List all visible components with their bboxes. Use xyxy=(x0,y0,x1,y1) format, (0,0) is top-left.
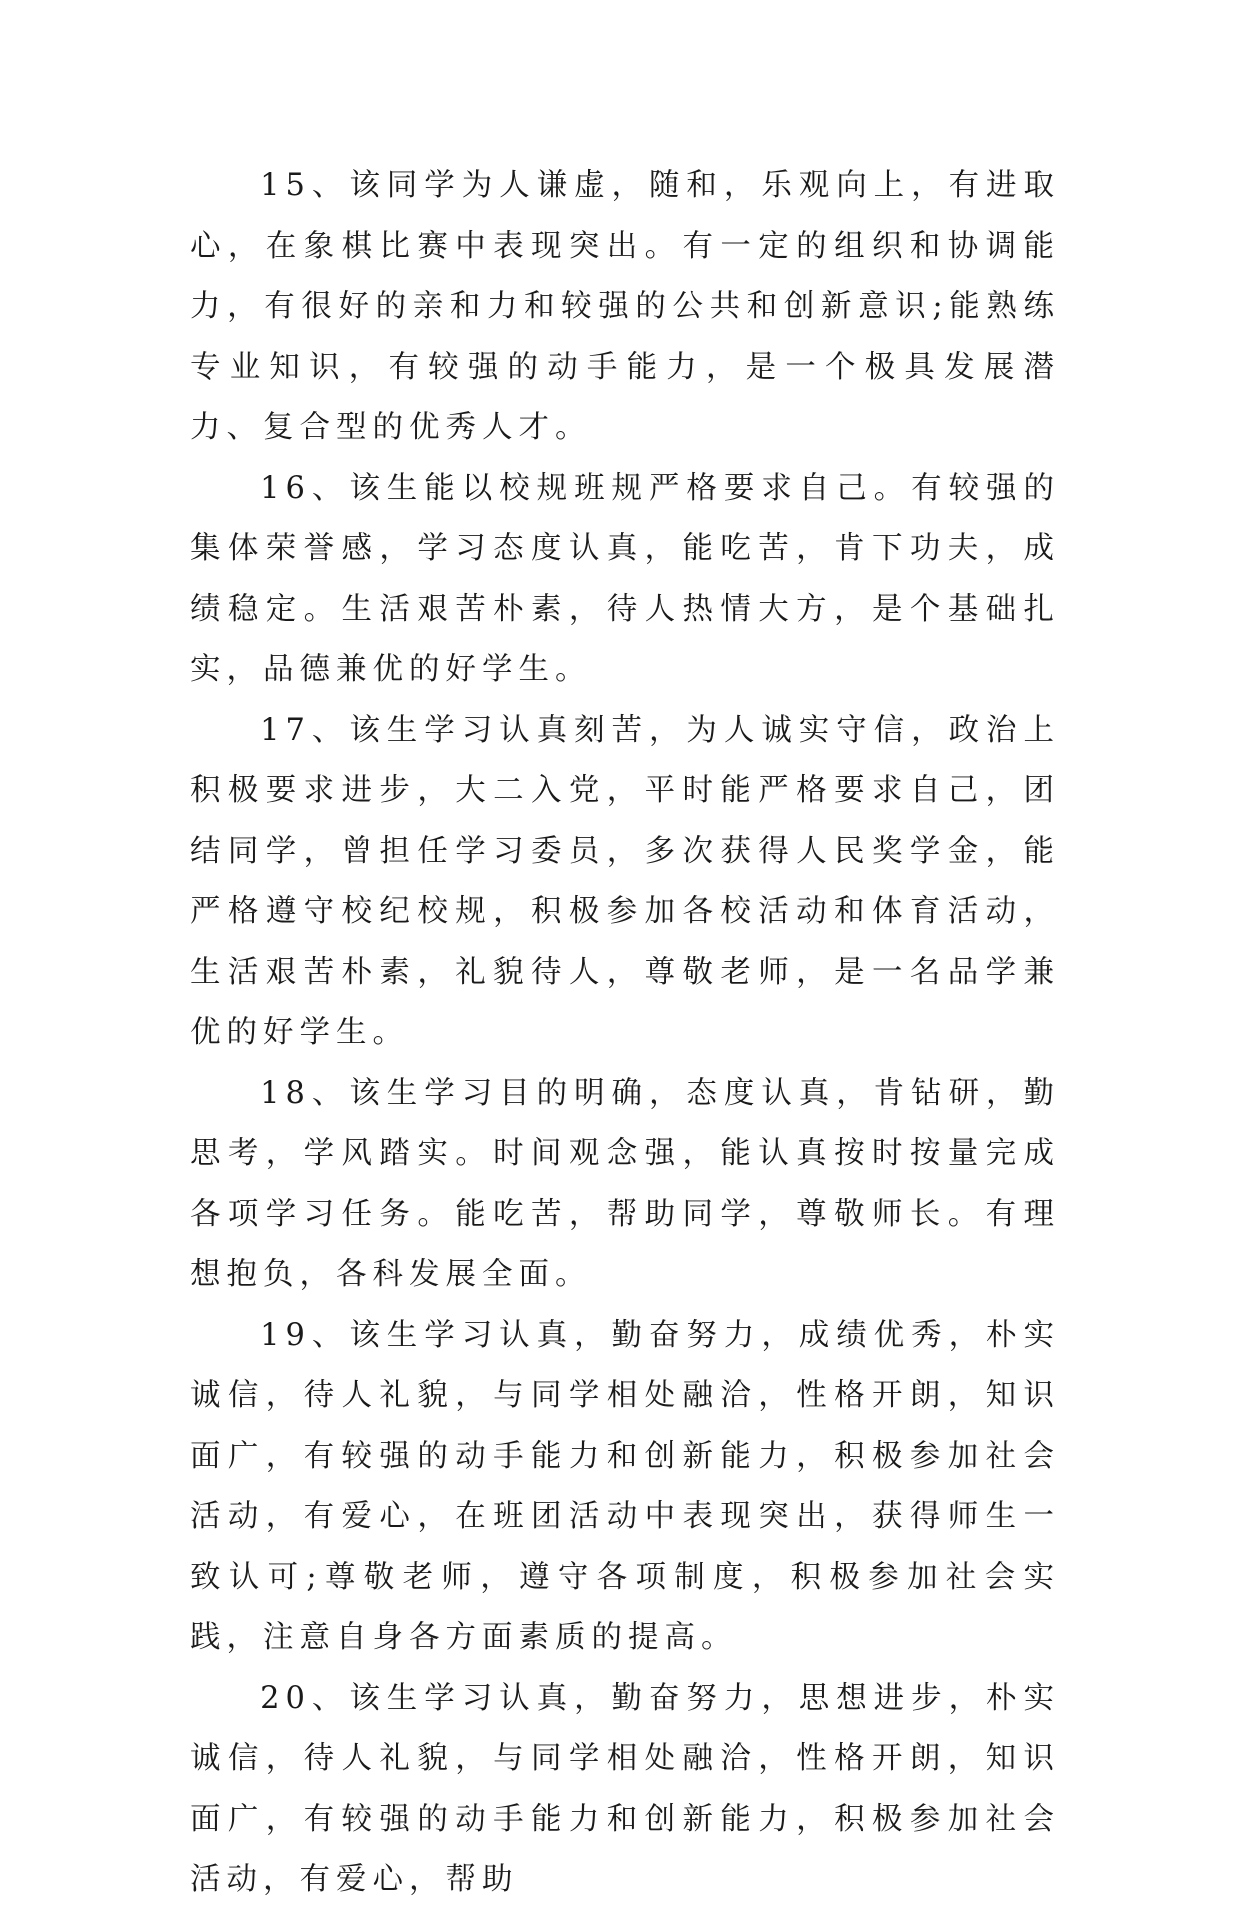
paragraph-19: 19、该生学习认真，勤奋努力，成绩优秀，朴实诚信，待人礼貌，与同学相处融洽，性格开朗，知识面广，有较强的动手能力和创新能力，积极参加社会活动，有爱心，在班团活动中表现突出，获得师生一致认可;尊敬老师，遵守各项制度，积极参加社会实践，注意自身各方面素质的提高。 xyxy=(190,1317,1060,1655)
paragraph-20: 20、该生学习认真，勤奋努力，思想进步，朴实诚信，待人礼貌，与同学相处融洽，性格开朗，知识面广，有较强的动手能力和创新能力，积极参加社会活动，有爱心，帮助 xyxy=(190,1680,1060,1897)
paragraph-16: 16、该生能以校规班规严格要求自己。有较强的集体荣誉感，学习态度认真，能吃苦，肯下功夫，成绩稳定。生活艰苦朴素，待人热情大方，是个基础扎实，品德兼优的好学生。 xyxy=(190,470,1060,687)
paragraph-17: 17、该生学习认真刻苦，为人诚实守信，政治上积极要求进步，大二入党，平时能严格要求自己，团结同学，曾担任学习委员，多次获得人民奖学金，能严格遵守校纪校规，积极参加各校活动和体育活动，生活艰苦朴素，礼貌待人，尊敬老师，是一名品学兼优的好学生。 xyxy=(190,712,1060,1050)
paragraph-15: 15、该同学为人谦虚，随和，乐观向上，有进取心，在象棋比赛中表现突出。有一定的组织和协调能力，有很好的亲和力和较强的公共和创新意识;能熟练专业知识，有较强的动手能力，是一个极具发展潜力、复合型的优秀人才。 xyxy=(190,168,1060,445)
document-body xyxy=(190,156,1060,1911)
paragraph-18: 18、该生学习目的明确，态度认真，肯钻研，勤思考，学风踏实。时间观念强，能认真按时按量完成各项学习任务。能吃苦，帮助同学，尊敬师长。有理想抱负，各科发展全面。 xyxy=(190,1075,1060,1292)
